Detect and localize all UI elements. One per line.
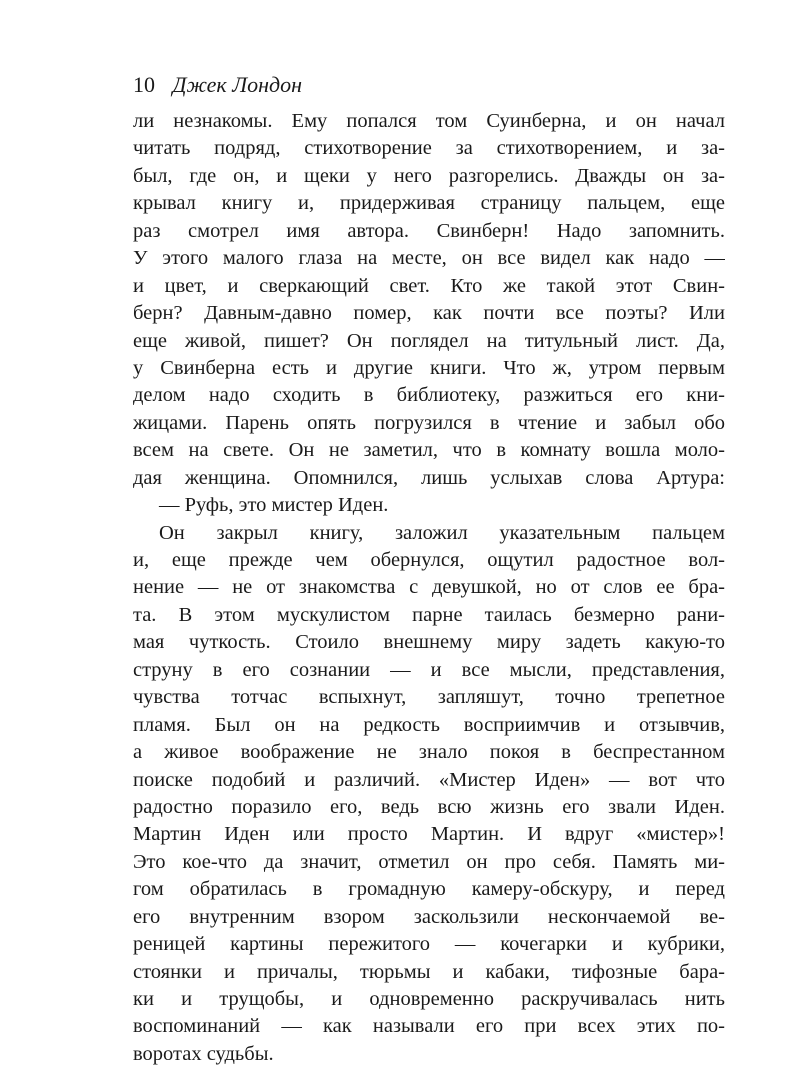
text-line: берн? Давным-давно помер, как почти все поэты? Или — [133, 302, 725, 325]
text-line: ли незнакомы. Ему попался том Суинберна, и он начал — [133, 110, 725, 132]
text-line: реницей картины пережитого — кочегарки и кубрики, — [133, 933, 725, 956]
text-line: был, где он, и щеки у него разгорелись. Дважды он за- — [133, 164, 725, 187]
text-line: — Руфь, это мистер Иден. — [159, 494, 389, 517]
text-line: воротах судьбы. — [133, 1042, 274, 1065]
running-header — [133, 70, 302, 100]
text-line: гом обратилась в громадную камеру-обскуру, и перед — [133, 878, 725, 901]
text-line: Он закрыл книгу, заложил указательным пальцем — [159, 521, 725, 544]
page-number: 10 — [133, 72, 155, 97]
text-line: у Свинберна есть и другие книги. Что ж, утром первым — [133, 356, 725, 379]
text-line: У этого малого глаза на месте, он все видел как надо — — [133, 247, 725, 270]
text-line: крывал книгу и, придерживая страницу пальцем, еще — [133, 192, 725, 215]
text-line: дая женщина. Опомнился, лишь услыхав слова Артура: — [133, 466, 725, 489]
text-line: стоянки и причалы, тюрьмы и кабаки, тифозные бара- — [133, 960, 725, 983]
text-line: пламя. Был он на редкость восприимчив и отзывчив, — [133, 713, 725, 736]
text-line: и цвет, и сверкающий свет. Кто же такой этот Свин- — [133, 274, 725, 297]
text-line: струну в его сознании — и все мысли, представления, — [133, 658, 725, 681]
text-line: поиске подобий и различий. «Мистер Иден» — вот что — [133, 768, 725, 791]
text-line: еще живой, пишет? Он поглядел на титульный лист. Да, — [133, 329, 725, 352]
text-line: а живое воображение не знало покоя в беспрестанном — [133, 741, 725, 764]
text-line: его внутренним взором заскользили нескончаемой ве- — [133, 905, 725, 928]
text-line: воспоминаний — как называли его при всех этих по- — [133, 1015, 725, 1038]
text-line: всем на свете. Он не заметил, что в комнату вошла моло- — [133, 439, 725, 462]
text-line: чувства тотчас вспыхнут, запляшут, точно трепетное — [133, 686, 725, 709]
text-line: раз смотрел имя автора. Свинберн! Надо запомнить. — [133, 219, 725, 242]
running-title: Джек Лондон — [172, 72, 303, 97]
text-line: ки и трущобы, и одновременно раскручивалась нить — [133, 988, 725, 1010]
text-line: читать подряд, стихотворение за стихотворением, и за- — [133, 137, 725, 160]
text-line: Мартин Иден или просто Мартин. И вдруг «мистер»! — [133, 823, 725, 846]
text-line: нение — не от знакомства с девушкой, но от слов ее бра- — [133, 576, 725, 599]
text-line: жицами. Парень опять погрузился в чтение и забыл обо — [133, 411, 725, 434]
text-line: та. В этом мускулистом парне таилась безмерно рани- — [133, 603, 725, 626]
body-text — [133, 108, 725, 1068]
text-line: Это кое-что да значит, отметил он про себя. Память ми- — [133, 850, 725, 873]
text-line: мая чуткость. Стоило внешнему миру задеть какую-то — [133, 631, 725, 654]
text-line: радостно поразило его, ведь всю жизнь его звали Иден. — [133, 795, 725, 818]
text-line: делом надо сходить в библиотеку, разжиться его кни- — [133, 384, 725, 407]
text-line: и, еще прежде чем обернулся, ощутил радостное вол- — [133, 549, 725, 571]
